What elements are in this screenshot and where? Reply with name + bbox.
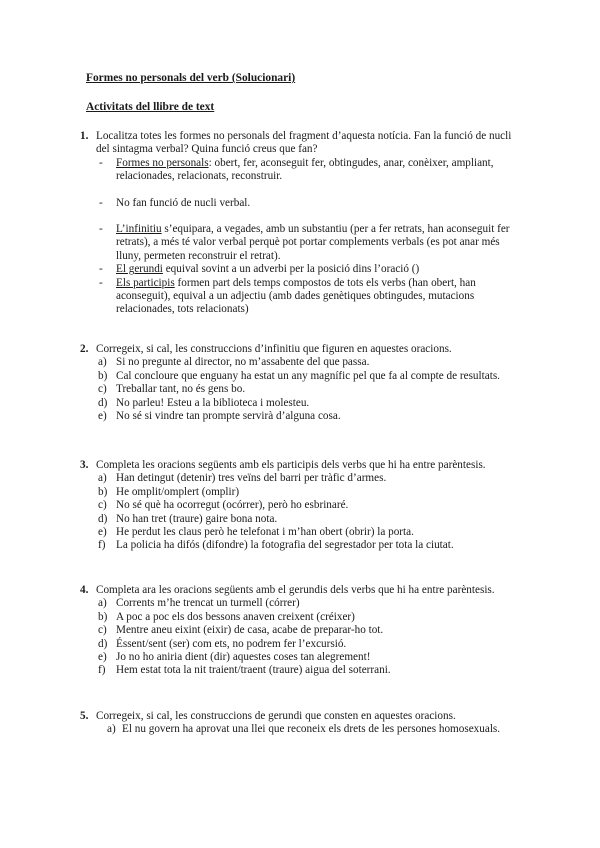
item-letter: f)	[98, 664, 106, 677]
item-letter: e)	[98, 651, 107, 664]
answer-text: No fan funció de nucli verbal.	[116, 196, 251, 209]
answer-text: : obert, fer, aconseguit fer, obtingudes, anar, conèixer, ampliant, relacionades, relacionats, reconstruir.	[116, 156, 494, 183]
exercise-5	[80, 710, 522, 737]
exercise-4	[80, 584, 522, 678]
item-letter: e)	[98, 526, 107, 539]
answer-text: equival sovint a un adverbi per la posició dins l’oració ()	[162, 263, 420, 276]
list-item	[80, 526, 522, 539]
list-item	[80, 513, 522, 526]
list-item: - L’infinitiu s’equipara, a vegades, amb un substantiu (per a fer retrats, han aconseguit fer retrats), a més té valor verbal perquè pot portar complements verbals (es pot anar més lluny, permeten reconstruir el retrat).	[99, 223, 510, 262]
list-item	[80, 370, 522, 383]
item-letter: a)	[98, 597, 107, 610]
list-item: - No fan funció de nucli verbal.	[99, 196, 251, 209]
list-item	[80, 472, 522, 485]
item-text: No sé què ha ocorregut (ocórrer), però ho esbrinaré.	[116, 499, 349, 512]
exercise-4-question	[80, 584, 522, 597]
item-text: Corrents m’he trencat un turmell (córrer)	[116, 597, 300, 610]
exercise-number: 3.	[80, 459, 89, 471]
list-item	[80, 638, 522, 651]
exercise-1-question	[80, 130, 522, 157]
item-letter: f)	[98, 539, 106, 552]
item-letter: b)	[98, 485, 108, 498]
exercise-3	[80, 459, 522, 553]
section-subtitle: Activitats del llibre de text	[86, 101, 215, 113]
item-text: El nu govern ha aprovat una llei que reconeix els drets de les persones homosexuals.	[122, 723, 501, 736]
term: Formes no personals	[116, 156, 209, 169]
list-item	[80, 356, 522, 369]
list-item	[80, 611, 522, 624]
item-letter: c)	[98, 383, 107, 396]
item-letter: a)	[98, 356, 107, 369]
list-item	[80, 539, 522, 552]
exercise-text: Corregeix, si cal, les construccions de gerundi que consten en aquestes oracions.	[96, 710, 456, 722]
list-item	[80, 397, 522, 410]
exercise-2-question	[80, 343, 522, 356]
exercise-text: Localitza totes les formes no personals del fragment d’aquesta notícia. Fan la funció de nucli del sintagma verbal? Quina funció creus que fan?	[96, 130, 512, 156]
item-text: La policia ha difós (difondre) la fotografia del segrestador per tota la ciutat.	[116, 539, 454, 552]
item-text: Cal concloure que enguany ha estat un any magnífic pel que fa al compte de resultats.	[116, 369, 500, 382]
item-letter: d)	[98, 637, 108, 650]
item-text: A poc a poc els dos bessons anaven creixent (créixer)	[116, 610, 355, 623]
list-item: - El gerundi equival sovint a un adverbi per la posició dins l’oració ()	[99, 263, 420, 276]
list-item	[80, 723, 522, 736]
item-text: Han detingut (detenir) tres veïns del barri per tràfic d’armes.	[116, 472, 387, 485]
exercise-1	[80, 130, 522, 317]
item-letter: c)	[98, 499, 107, 512]
list-item	[80, 410, 522, 423]
exercise-2	[80, 343, 522, 423]
list-item	[80, 486, 522, 499]
item-text: He perdut les claus però he telefonat i m’han obert (obrir) la porta.	[116, 526, 414, 539]
item-text: Si no pregunte al director, no m’assabente del que passa.	[116, 356, 370, 369]
exercise-number: 4.	[80, 584, 89, 596]
item-text: Treballar tant, no és gens bo.	[116, 383, 246, 396]
item-text: No parleu! Esteu a la biblioteca i molesteu.	[116, 396, 310, 409]
answer-text: formen part dels temps compostos de tots els verbs (han obert, han aconseguit), equival a un adjectiu (amb dades genètiques obtingudes, mutacions relacionades, tots relacionats)	[116, 276, 476, 316]
item-text: Éssent/sent (ser) com ets, no podrem fer l’excursió.	[116, 637, 347, 650]
item-letter: c)	[98, 624, 107, 637]
item-text: No sé si vindre tan prompte servirà d’alguna cosa.	[116, 410, 341, 423]
list-item	[80, 383, 522, 396]
item-letter: d)	[98, 396, 108, 409]
list-item: - Formes no personals: obert, fer, aconseguit fer, obtingudes, anar, conèixer, ampliant, relacionades, relacionats, reconstruir.	[99, 156, 494, 183]
item-letter: b)	[98, 610, 108, 623]
term: Els participis	[116, 276, 175, 289]
list-item	[80, 499, 522, 512]
answer-text: s’equipara, a vegades, amb un substantiu (per a fer retrats, han aconseguit fer retrats), a més té valor verbal perquè pot portar complements verbals (es pot anar més lluny, permeten reconstruir el retrat).	[116, 223, 510, 262]
item-letter: a)	[98, 472, 107, 485]
item-letter: d)	[98, 512, 108, 525]
item-letter: b)	[98, 369, 108, 382]
exercise-number: 5.	[80, 710, 89, 722]
list-item	[80, 664, 522, 677]
exercise-number: 1.	[80, 130, 89, 142]
item-letter: e)	[98, 410, 107, 423]
item-letter: a)	[107, 723, 116, 736]
document-title: Formes no personals del verb (Solucionari)	[86, 72, 296, 84]
term: L’infinitiu	[116, 223, 162, 236]
exercise-text: Completa ara les oracions següents amb el gerundis dels verbs que hi ha entre parèntesis.	[96, 584, 495, 596]
list-item	[80, 624, 522, 637]
exercise-5-question	[80, 710, 522, 723]
exercise-number: 2.	[80, 343, 89, 355]
item-text: He omplit/omplert (omplir)	[116, 485, 240, 498]
exercise-3-question	[80, 459, 522, 472]
exercise-text: Completa les oracions següents amb els participis dels verbs que hi ha entre parèntesis.	[96, 459, 486, 471]
term: El gerundi	[116, 263, 163, 276]
item-text: Jo no ho aniria dient (dir) aquestes coses tan alegrement!	[116, 651, 371, 664]
exercise-text: Corregeix, si cal, les construccions d’infinitiu que figuren en aquestes oracions.	[96, 343, 452, 355]
list-item	[80, 597, 522, 610]
item-text: Mentre aneu eixint (eixir) de casa, acabe de preparar-ho tot.	[116, 624, 384, 637]
item-text: No han tret (traure) gaire bona nota.	[116, 512, 278, 525]
list-item: - Els participis formen part dels temps compostos de tots els verbs (han obert, han aconseguit), equival a un adjectiu (amb dades genètiques obtingudes, mutacions relacionades, tots relacionats)	[99, 276, 476, 316]
item-text: Hem estat tota la nit traient/traent (traure) aigua del soterrani.	[116, 664, 391, 677]
list-item	[80, 651, 522, 664]
